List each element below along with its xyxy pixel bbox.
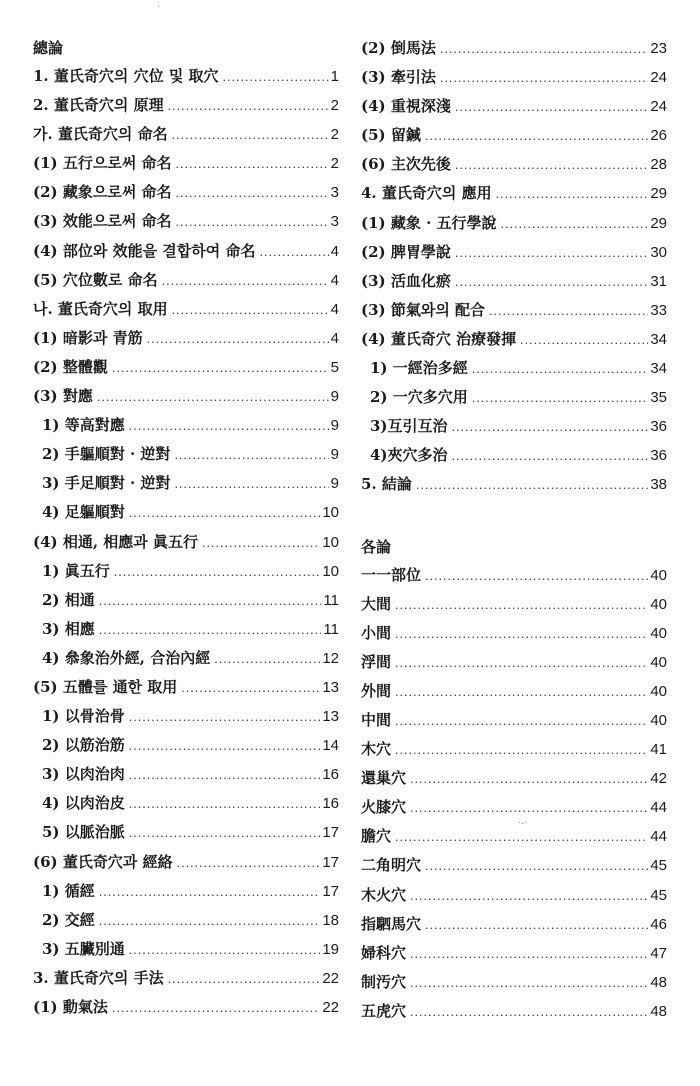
toc-entry-label: 1) 眞五行	[42, 561, 110, 580]
toc-entry-page-number: 10	[322, 562, 339, 580]
dot-leader	[455, 151, 648, 180]
toc-entry-page-number: 41	[650, 741, 667, 759]
toc-entry-page-number: 38	[650, 476, 667, 494]
dot-leader	[99, 587, 322, 616]
toc-entry	[361, 706, 667, 735]
toc-entry	[361, 910, 667, 939]
toc-entry-label: 膽穴	[361, 827, 392, 846]
toc-entry-label: 5. 結論	[361, 475, 412, 494]
toc-entry	[361, 561, 667, 590]
toc-entry-page-number: 40	[650, 566, 667, 584]
dot-leader	[129, 703, 321, 732]
dot-leader	[425, 911, 648, 940]
toc-entry	[361, 470, 667, 499]
toc-entry-label: (1) 暗影과 青筋	[33, 328, 143, 347]
toc-entry	[33, 528, 339, 557]
dot-leader	[395, 678, 648, 707]
toc-entry-label: 2) 一穴多穴用	[370, 388, 468, 407]
dot-leader	[455, 268, 648, 297]
toc-entry-page-number: 10	[322, 504, 339, 522]
dot-leader	[99, 907, 321, 936]
dot-leader	[501, 210, 649, 239]
toc-entry-page-number: 46	[650, 915, 667, 933]
toc-entry-page-number: 16	[322, 766, 339, 784]
toc-entry-label: 3) 手足順對 · 逆對	[42, 474, 171, 493]
toc-entry	[33, 178, 339, 207]
toc-entry	[361, 412, 667, 441]
dot-leader	[520, 326, 648, 355]
scan-speck: ·-·	[518, 818, 528, 829]
dot-leader	[395, 591, 648, 620]
section-heading-general: 總論	[33, 39, 64, 57]
toc-entry-label: 2) 以筋治筋	[42, 736, 125, 755]
toc-entry	[361, 851, 667, 880]
toc-entry	[33, 353, 339, 382]
toc-entry-page-number: 17	[322, 882, 339, 900]
toc-entry	[33, 789, 339, 818]
toc-entry	[33, 266, 339, 295]
toc-entry-label: 婦科穴	[361, 943, 407, 962]
toc-entry-page-number: 28	[650, 156, 667, 174]
right-entry-list-top	[361, 34, 667, 500]
dot-leader	[410, 998, 648, 1027]
toc-entry	[33, 760, 339, 789]
toc-entry-page-number: 3	[330, 184, 339, 202]
dot-leader	[452, 442, 649, 471]
toc-entry	[33, 469, 339, 498]
dot-leader	[114, 558, 321, 587]
toc-entry	[361, 34, 667, 63]
toc-entry-page-number: 4	[330, 329, 339, 347]
toc-entry	[33, 615, 339, 644]
toc-entry-label: 4) 以肉治皮	[42, 794, 125, 813]
toc-entry	[33, 557, 339, 586]
dot-leader	[395, 649, 648, 678]
toc-entry	[33, 295, 339, 324]
toc-entry-label: (3) 牽引法	[361, 68, 436, 87]
dot-leader	[395, 736, 648, 765]
toc-entry-label: 1) 以骨治骨	[42, 707, 125, 726]
toc-entry-label: 4. 董氏奇穴의 應用	[361, 184, 492, 203]
toc-entry	[361, 677, 667, 706]
dot-leader	[416, 471, 648, 500]
dot-leader	[455, 239, 648, 268]
toc-entry-page-number: 29	[650, 214, 667, 232]
toc-entry-page-number: 30	[650, 243, 667, 261]
toc-entry-label: (4) 重視深淺	[361, 97, 451, 116]
toc-entry-label: 2) 交經	[42, 910, 95, 929]
toc-entry-page-number: 11	[323, 620, 339, 638]
toc-entry-page-number: 17	[322, 853, 339, 871]
toc-entry-page-number: 48	[650, 1002, 667, 1020]
toc-entry	[33, 935, 339, 964]
toc-entry	[361, 939, 667, 968]
toc-entry-page-number: 44	[650, 828, 667, 846]
dot-leader	[129, 732, 321, 761]
toc-entry-page-number: 9	[330, 446, 339, 464]
dot-leader	[452, 413, 649, 442]
toc-entry-label: 浮間	[361, 652, 392, 671]
toc-entry	[33, 673, 339, 702]
dot-leader	[440, 64, 648, 93]
toc-entry-page-number: 40	[650, 682, 667, 700]
toc-entry	[361, 735, 667, 764]
toc-entry-label: (6) 主次先後	[361, 155, 451, 174]
toc-entry-page-number: 48	[650, 973, 667, 991]
dot-leader	[99, 878, 321, 907]
toc-entry	[33, 644, 339, 673]
toc-entry-page-number: 17	[322, 824, 339, 842]
dot-leader	[176, 150, 329, 179]
toc-entry-label: 外間	[361, 681, 392, 700]
toc-entry-page-number: 10	[322, 533, 339, 551]
toc-entry	[33, 964, 339, 993]
toc-entry-page-number: 45	[650, 857, 667, 875]
scan-speck: ·	[157, 2, 161, 13]
toc-entry-label: (5) 五體를 通한 取用	[33, 677, 178, 696]
toc-entry-page-number: 9	[330, 417, 339, 435]
dot-leader	[112, 354, 329, 383]
toc-entry-label: (1) 動氣法	[33, 998, 108, 1016]
toc-entry-page-number: 35	[650, 389, 667, 407]
toc-entry	[33, 731, 339, 760]
toc-entry-label: 4) 叅象治外經, 合治內經	[42, 648, 211, 667]
dot-leader	[410, 882, 648, 911]
toc-entry-label: 2) 相通	[42, 590, 95, 609]
dot-leader	[177, 849, 321, 878]
left-entry-list	[33, 62, 339, 1022]
dot-leader	[202, 529, 320, 558]
toc-entry-page-number: 4	[330, 300, 339, 318]
toc-entry-page-number: 11	[323, 591, 339, 609]
toc-entry	[361, 150, 667, 179]
toc-entry-page-number: 22	[322, 969, 339, 987]
toc-entry	[361, 296, 667, 325]
toc-entry-page-number: 19	[322, 940, 339, 958]
toc-entry-label: (2) 藏象으로써 命名	[33, 183, 172, 202]
dot-leader	[472, 355, 649, 384]
toc-entry	[33, 498, 339, 527]
toc-entry-label: (3) 節氣와의 配合	[361, 300, 486, 319]
dot-leader	[176, 179, 329, 208]
toc-entry-page-number: 9	[330, 475, 339, 493]
toc-entry	[33, 818, 339, 847]
toc-entry	[361, 121, 667, 150]
toc-entry	[33, 120, 339, 149]
toc-entry-page-number: 16	[322, 795, 339, 813]
toc-entry	[33, 993, 339, 1022]
toc-entry	[33, 91, 339, 120]
toc-entry-page-number: 34	[650, 360, 667, 378]
toc-entry-label: (1) 藏象 · 五行學說	[361, 213, 497, 232]
toc-entry-label: 五虎穴	[361, 1001, 407, 1020]
dot-leader	[172, 121, 329, 150]
toc-entry-label: (1) 五行으로써 命名	[33, 154, 172, 173]
dot-leader	[129, 499, 321, 528]
toc-entry-label: 2. 董氏奇穴의 原理	[33, 96, 164, 115]
toc-entry-label: 2) 手軀順對 · 逆對	[42, 445, 171, 464]
toc-entry-label: 木穴	[361, 740, 392, 759]
dot-leader	[172, 296, 329, 325]
toc-entry	[33, 848, 339, 877]
toc-entry	[361, 441, 667, 470]
toc-entry	[33, 324, 339, 353]
toc-entry-label: 1) 循經	[42, 881, 95, 900]
toc-entry-label: (3) 對應	[33, 387, 93, 406]
dot-leader	[99, 616, 322, 645]
toc-entry	[33, 237, 339, 266]
toc-entry-label: 制汚穴	[361, 972, 407, 991]
toc-entry-page-number: 47	[650, 944, 667, 962]
toc-entry-page-number: 36	[650, 447, 667, 465]
toc-entry-page-number: 26	[650, 127, 667, 145]
toc-entry-page-number: 33	[650, 301, 667, 319]
toc-entry-label: 5) 以脈治脈	[42, 823, 125, 842]
toc-entry	[361, 209, 667, 238]
dot-leader	[410, 940, 648, 969]
dot-leader	[425, 562, 648, 591]
dot-leader	[223, 63, 329, 92]
toc-entry-label: 火膝穴	[361, 798, 407, 817]
toc-entry-label: 木火穴	[361, 885, 407, 904]
toc-entry	[33, 62, 339, 91]
dot-leader	[129, 819, 321, 848]
toc-entry-label: (5) 穴位數로 命名	[33, 270, 158, 289]
toc-entry-label: (2) 倒馬法	[361, 39, 436, 57]
dot-leader	[129, 761, 321, 790]
dot-leader	[425, 852, 648, 881]
toc-entry-page-number: 36	[650, 418, 667, 436]
toc-entry-page-number: 4	[330, 271, 339, 289]
dot-leader	[162, 267, 329, 296]
dot-leader	[97, 383, 329, 412]
toc-entry	[361, 881, 667, 910]
toc-entry	[361, 383, 667, 412]
section-heading-specific: 各論	[361, 537, 392, 556]
toc-entry-label: 1. 董氏奇穴의 穴位 및 取穴	[33, 67, 219, 85]
toc-entry	[33, 877, 339, 906]
toc-entry-label: 一一部位	[361, 565, 422, 584]
toc-entry-label: 中間	[361, 710, 392, 729]
toc-entry-label: 小間	[361, 623, 392, 642]
toc-entry-label: (3) 活血化瘀	[361, 271, 451, 290]
toc-entry	[361, 63, 667, 92]
dot-leader	[440, 35, 648, 64]
dot-leader	[214, 645, 320, 674]
toc-entry	[361, 354, 667, 383]
toc-entry	[361, 648, 667, 677]
toc-entry-page-number: 40	[650, 653, 667, 671]
dot-leader	[112, 994, 320, 1023]
toc-entry-label: (4) 部位와 效能을 결합하여 命名	[33, 241, 256, 260]
toc-entry-page-number: 2	[330, 97, 339, 115]
toc-entry-page-number: 45	[650, 886, 667, 904]
toc-entry	[33, 411, 339, 440]
dot-leader	[129, 412, 329, 441]
toc-entry-label: 二角明穴	[361, 856, 422, 875]
toc-entry	[361, 267, 667, 296]
toc-entry	[361, 238, 667, 267]
dot-leader	[174, 470, 328, 499]
toc-entry	[361, 179, 667, 208]
dot-leader	[168, 965, 321, 994]
dot-leader	[147, 325, 329, 354]
toc-entry-page-number: 2	[330, 126, 339, 144]
toc-entry-label: (4) 董氏奇穴 治療發揮	[361, 329, 517, 348]
toc-entry	[33, 586, 339, 615]
dot-leader	[395, 620, 648, 649]
toc-entry-label: 指駟馬穴	[361, 914, 422, 933]
toc-entry-label: 가. 董氏奇穴의 命名	[33, 125, 168, 144]
toc-entry-label: 3. 董氏奇穴의 手法	[33, 968, 164, 987]
toc-entry-label: 3) 相應	[42, 619, 95, 638]
toc-entry-label: 나. 董氏奇穴의 取用	[33, 299, 168, 318]
toc-entry-page-number: 13	[322, 708, 339, 726]
toc-entry-page-number: 24	[650, 98, 667, 116]
dot-leader	[410, 765, 648, 794]
toc-entry-label: 還巢穴	[361, 769, 407, 788]
dot-leader	[259, 238, 328, 267]
toc-entry-page-number: 23	[650, 40, 667, 57]
toc-entry-label: (4) 相通, 相應과 眞五行	[33, 532, 199, 551]
toc-entry	[33, 382, 339, 411]
toc-entry-label: (2) 整體觀	[33, 357, 108, 376]
toc-entry-label: 大間	[361, 594, 392, 613]
toc-entry-page-number: 44	[650, 799, 667, 817]
dot-leader	[472, 384, 649, 413]
toc-entry-page-number: 3	[330, 213, 339, 231]
toc-entry-label: 3) 五臟別通	[42, 939, 125, 958]
toc-entry-label: (3) 效能으로써 命名	[33, 212, 172, 231]
toc-entry-label: 4) 足軀順對	[42, 503, 125, 522]
dot-leader	[410, 794, 648, 823]
toc-entry-label: (6) 董氏奇穴과 經絡	[33, 852, 173, 871]
dot-leader	[496, 180, 649, 209]
right-entry-list-bottom	[361, 561, 667, 1027]
toc-entry	[33, 149, 339, 178]
toc-entry-page-number: 42	[650, 770, 667, 788]
toc-entry-label: 1) 一經治多經	[370, 359, 468, 378]
dot-leader	[176, 208, 329, 237]
toc-entry-label: 3)互引互治	[370, 417, 448, 436]
toc-entry	[361, 590, 667, 619]
toc-entry	[361, 619, 667, 648]
dot-leader	[395, 707, 648, 736]
toc-entry	[361, 968, 667, 997]
dot-leader	[168, 92, 329, 121]
toc-entry	[361, 793, 667, 822]
toc-entry-page-number: 5	[330, 358, 339, 376]
toc-entry-page-number: 14	[322, 737, 339, 755]
toc-entry-page-number: 24	[650, 69, 667, 87]
dot-leader	[425, 122, 648, 151]
toc-entry	[33, 207, 339, 236]
toc-entry-page-number: 40	[650, 711, 667, 729]
toc-entry	[361, 764, 667, 793]
dot-leader	[174, 441, 328, 470]
toc-entry-page-number: 4	[330, 242, 339, 260]
toc-entry-page-number: 12	[322, 649, 339, 667]
toc-entry	[33, 440, 339, 469]
toc-entry-label: 4)夾穴多治	[370, 446, 448, 465]
toc-entry	[361, 997, 667, 1026]
toc-entry-label: (5) 留鍼	[361, 126, 421, 145]
toc-entry-label: (2) 脾胃學說	[361, 242, 451, 261]
toc-entry	[33, 906, 339, 935]
toc-entry-page-number: 1	[330, 68, 339, 85]
toc-entry-page-number: 2	[330, 155, 339, 173]
toc-entry	[361, 822, 667, 851]
toc-entry	[361, 92, 667, 121]
toc-entry-page-number: 40	[650, 595, 667, 613]
dot-leader	[489, 297, 648, 326]
dot-leader	[455, 93, 648, 122]
dot-leader	[410, 969, 648, 998]
toc-entry-page-number: 18	[322, 911, 339, 929]
toc-entry-page-number: 34	[650, 330, 667, 348]
toc-entry-label: 1) 等高對應	[42, 416, 125, 435]
toc-entry-page-number: 13	[322, 678, 339, 696]
toc-entry-page-number: 31	[650, 272, 667, 290]
toc-entry	[361, 325, 667, 354]
dot-leader	[129, 936, 321, 965]
toc-entry-page-number: 22	[322, 999, 339, 1016]
dot-leader	[129, 790, 321, 819]
toc-entry-page-number: 40	[650, 624, 667, 642]
toc-entry	[33, 702, 339, 731]
left-column	[33, 34, 339, 1022]
dot-leader	[181, 674, 320, 703]
toc-entry-page-number: 9	[330, 388, 339, 406]
toc-entry-label: 3) 以肉治肉	[42, 765, 125, 784]
toc-entry-page-number: 29	[650, 185, 667, 203]
right-column	[361, 34, 667, 1026]
